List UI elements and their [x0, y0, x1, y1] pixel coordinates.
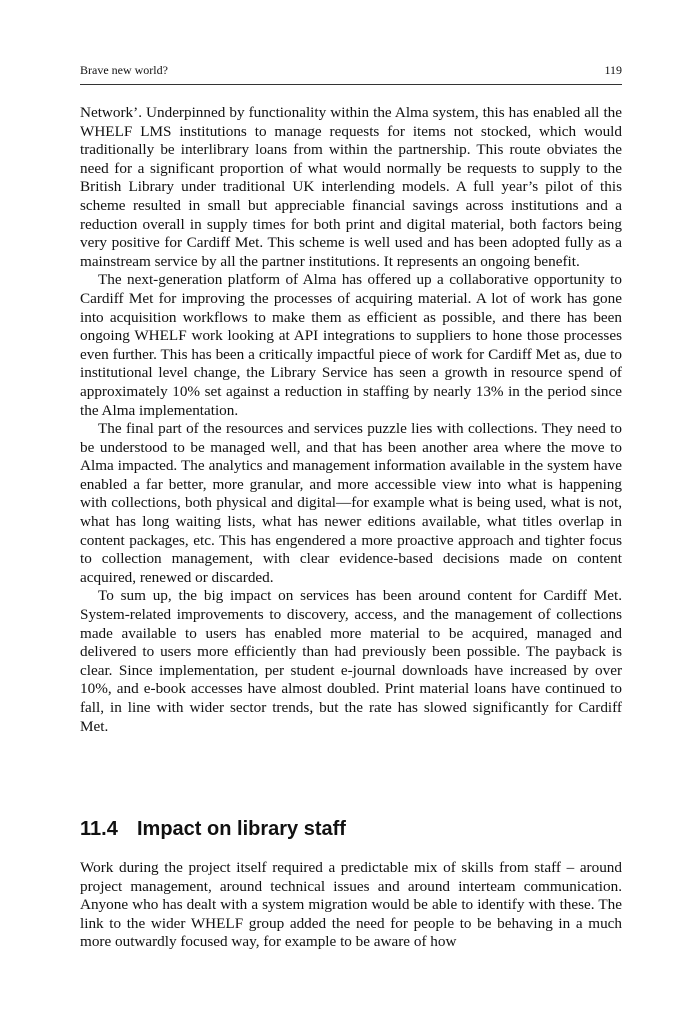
- running-head: [80, 63, 622, 78]
- section-title: Impact on library staff: [137, 818, 346, 840]
- page-number: 119: [604, 63, 622, 77]
- body-text: [80, 104, 622, 736]
- section-body: [80, 859, 622, 952]
- paragraph: To sum up, the big impact on services has been around content for Cardiff Met. System-related improvements to discovery, access, and the management of collections made available to users has enabled more material to be acquired, managed and delivered to users more efficiently than had previously been possible. The payback is clear. Since implementation, per student e-journal downloads have increased by over 10%, and e-book accesses have almost doubled. Print material loans have continued to fall, in line with wider sector trends, but the rate has slowed significantly for Cardiff Met.: [80, 587, 622, 735]
- header-rule: [80, 84, 622, 85]
- paragraph: The final part of the resources and services puzzle lies with collections. They need to be understood to be managed well, and that has been another area where the move to Alma impacted. The analytics and management information available in the system have enabled a far better, more granular, and more accessible view into what is happening with collections, both physical and digital—for example what is being used, what is not, what has long waiting lists, what has newer editions available, what titles overlap in content packages, etc. This has engendered a more proactive approach and tighter focus to collection management, with clear evidence-based decisions made on content acquired, renewed or discarded.: [80, 420, 622, 586]
- running-title: Brave new world?: [80, 63, 168, 77]
- paragraph: The next-generation platform of Alma has offered up a collaborative opportunity to Cardiff Met for improving the processes of acquiring material. A lot of work has gone into acquisition workflows to make them as efficient as possible, and there has been ongoing WHELF work looking at API integrations to suppliers to hone those processes even further. This has been a critically impactful piece of work for Cardiff Met as, due to institutional level change, the Library Service has seen a growth in resource spend of approximately 10% set against a reduction in staffing by nearly 13% in the period since the Alma implementation.: [80, 271, 622, 419]
- paragraph: Network’. Underpinned by functionality within the Alma system, this has enabled all the WHELF LMS institutions to manage requests for items not stocked, which would traditionally be interlibrary loans from within the partnership. This route obviates the need for a significant proportion of what would normally be requests to supply to the British Library under traditional UK interlending models. A full year’s pilot of this scheme resulted in small but appreciable financial savings across institutions and a reduction overall in supply times for both print and digital material, both factors being very positive for Cardiff Met. This scheme is well used and has been adopted fully as a mainstream service by all the partner institutions. It represents an ongoing benefit.: [80, 104, 622, 270]
- section-number: 11.4: [80, 818, 118, 840]
- section-heading: [80, 818, 622, 841]
- paragraph: Work during the project itself required a predictable mix of skills from staff – around project management, around technical issues and around interteam communication. Anyone who has dealt with a system migration would be able to identify with these. The link to the wider WHELF group added the need for people to be behaving in a much more outwardly focused way, for example to be aware of how: [80, 859, 622, 951]
